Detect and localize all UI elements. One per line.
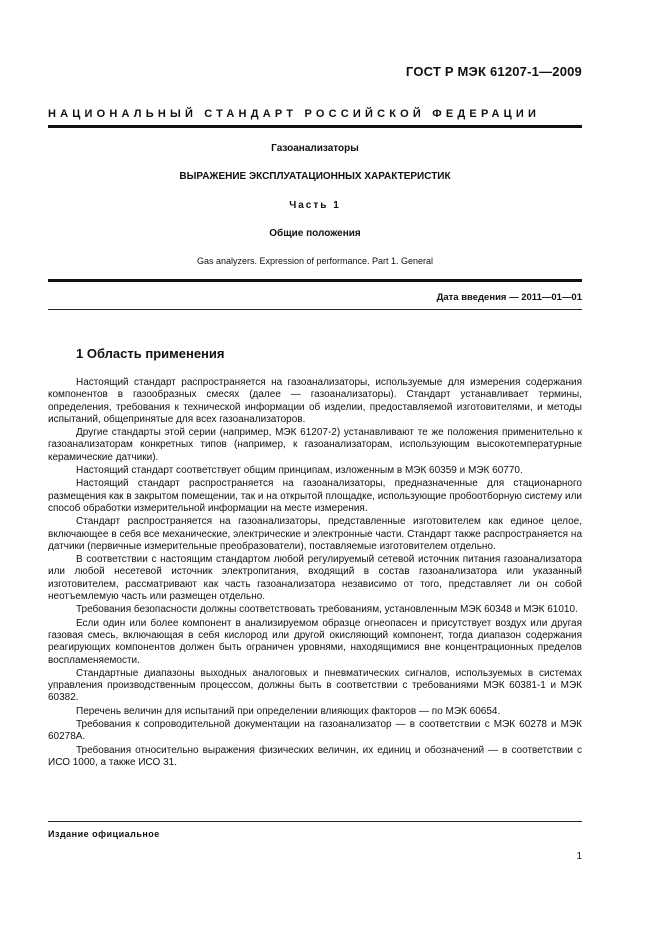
paragraph: Требования к сопроводительной документации на газоанализатор — в соответствии с МЭК 60278 и МЭК 60278А.: [48, 719, 582, 743]
footer-divider: [48, 821, 582, 822]
section-body: [48, 377, 582, 770]
paragraph: Настоящий стандарт соответствует общим принципам, изложенным в МЭК 60359 и МЭК 60770.: [76, 465, 523, 477]
english-title: Gas analyzers. Expression of performance. Part 1. General: [196, 256, 434, 266]
subtitle: Общие положения: [269, 228, 361, 239]
paragraph: В соответствии с настоящим стандартом любой регулируемый сетевой источник питания газоанализатора или любой несетевой источник электропитания, входящий в состав газоанализатора или указанный изготовителем, рассматривают как часть газоанализатора независимо от того, представляет ли он собой неотъемлемую часть или размещен отдельно.: [48, 554, 582, 603]
doc-code: ГОСТ Р МЭК 61207-1—2009: [405, 64, 582, 79]
main-title: ВЫРАЖЕНИЕ ЭКСПЛУАТАЦИОННЫХ ХАРАКТЕРИСТИК: [179, 171, 451, 182]
intro-date: Дата введения — 2011—01—01: [436, 292, 582, 303]
page-number: 1: [576, 851, 582, 862]
intro-divider: [48, 309, 582, 310]
paragraph: Требования безопасности должны соответствовать требованиям, установленным МЭК 60348 и МЭК 61010.: [76, 604, 578, 616]
national-standard-heading: НАЦИОНАЛЬНЫЙ СТАНДАРТ РОССИЙСКОЙ ФЕДЕРАЦИИ: [48, 108, 541, 120]
paragraph: Требования относительно выражения физических величин, их единиц и обозначений — в соответствии с ИСО 1000, а также ИСО 31.: [48, 744, 582, 768]
paragraph: Перечень величин для испытаний при определении влияющих факторов — по МЭК 60654.: [76, 705, 501, 717]
section-title: 1 Область применения: [76, 346, 225, 361]
header-divider: [48, 125, 582, 128]
paragraph: Стандартные диапазоны выходных аналоговых и пневматических сигналов, используемых в системах управления производственным процессом, должны быть в соответствии с требованиями МЭК 60381-1 и МЭК 60382.: [48, 667, 582, 704]
paragraph: Настоящий стандарт распространяется на газоанализаторы, предназначенные для стационарного размещения как в закрытом помещении, так и на открытой площадке, использующие пробоотборную систему или способ обработки измерительной информации на месте измерения.: [48, 478, 583, 514]
paragraph: Стандарт распространяется на газоанализаторы, представленные изготовителем как единое целое, включающее в себя все механические, электрические и электронные части. Стандарт также распространяется на датчики (первичные измерительные преобразователи), поставляемые изготовителем отдельно.: [48, 516, 582, 552]
edition-label: Издание официальное: [48, 829, 160, 839]
paragraph: Настоящий стандарт распространяется на газоанализаторы, используемые для измерения содержания компонентов в газообразных смесях (далее — газоанализаторы). Стандарт устанавливает термины, определения, требования к технической информации об изделии, предоставляемой изготовителями, и методы испытаний, общепринятые для всех газоанализаторов.: [48, 377, 582, 425]
subject-title: Газоанализаторы: [271, 143, 359, 154]
paragraph: Если один или более компонент в анализируемом образце огнеопасен и присутствует воздух или другая газовая смесь, включающая в себя кислород или другой окисляющий компонент, тогда диапазон содержания реагирующих компонентов должен быть ограничен уровнями, находящимися вне концентрационных пределов воспламеняемости.: [48, 617, 582, 666]
title-divider: [48, 279, 582, 282]
part-label: Часть 1: [289, 200, 341, 211]
paragraph: Другие стандарты этой серии (например, МЭК 61207-2) устанавливают те же положения применительно к газоанализаторам конкретных типов (например, к газоанализаторам, использующим высокотемпературные керамические датчики).: [48, 427, 582, 463]
